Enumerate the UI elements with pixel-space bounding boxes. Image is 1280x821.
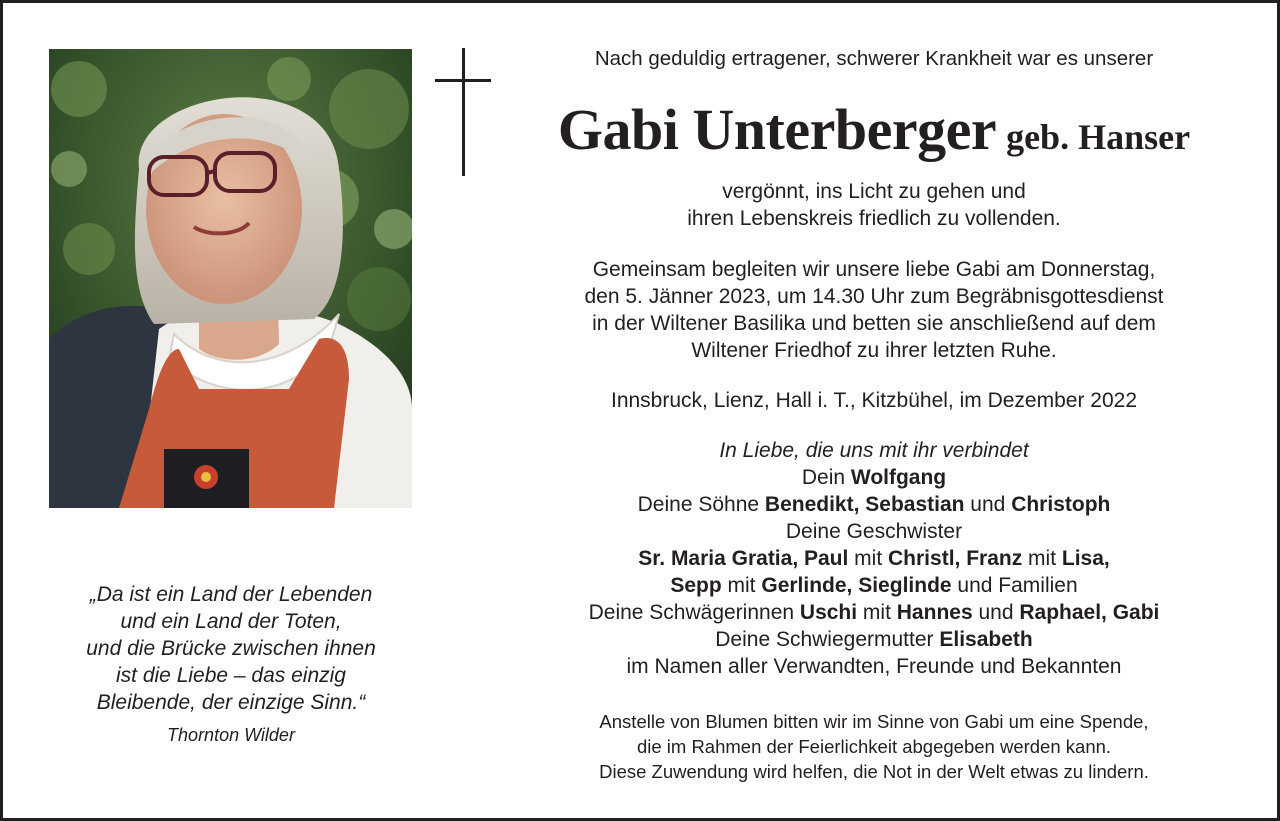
text-line: Anstelle von Blumen bitten wir im Sinne von Gabi um eine Spende, <box>599 711 1149 732</box>
text-line: Diese Zuwendung wird helfen, die Not in der Welt etwas zu lindern. <box>599 761 1149 782</box>
place-date: Innsbruck, Lienz, Hall i. T., Kitzbühel, im Dezember 2022 <box>610 389 1138 412</box>
mourner-line: Sepp mit Gerlinde, Sieglinde und Familien <box>670 574 1078 597</box>
quote-line: Bleibende, der einzige Sinn.“ <box>96 691 366 714</box>
name-birth: geb. Hanser <box>1006 117 1191 157</box>
text-line: den 5. Jänner 2023, um 14.30 Uhr zum Begräbnisgottesdienst <box>584 285 1164 308</box>
quote <box>33 581 429 716</box>
mourner-line: im Namen aller Verwandten, Freunde und Bekannten <box>626 655 1122 678</box>
quote-line: und die Brücke zwischen ihnen <box>86 637 376 660</box>
mourner-line: Deine Geschwister <box>785 520 963 543</box>
text-line: vergönnt, ins Licht zu gehen und <box>722 180 1026 203</box>
mourners-intro: In Liebe, die uns mit ihr verbindet <box>719 439 1029 462</box>
text-line: die im Rahmen der Feierlichkeit abgegeben werden kann. <box>636 736 1112 757</box>
mourner-line: Deine Schwägerinnen Uschi mit Hannes und Raphael, Gabi <box>588 601 1160 624</box>
mourner-line: Deine Söhne Benedikt, Sebastian und Christoph <box>637 493 1111 516</box>
cross-icon <box>435 48 493 178</box>
mourner-line: Deine Schwiegermutter Elisabeth <box>715 628 1033 651</box>
donation-note <box>503 709 1245 784</box>
text-line: in der Wiltener Basilika und betten sie anschließend auf dem <box>592 312 1156 335</box>
mourners-list <box>503 437 1245 680</box>
deceased-name <box>503 95 1245 180</box>
passing-text <box>503 178 1245 232</box>
portrait-photo <box>49 49 412 508</box>
intro-text: Nach geduldig ertragener, schwerer Krankheit war es unserer <box>594 47 1154 70</box>
mourner-line: Sr. Maria Gratia, Paul mit Christl, Franz mit Lisa, <box>638 547 1110 570</box>
text-line: Gemeinsam begleiten wir unsere liebe Gabi am Donnerstag, <box>592 258 1156 281</box>
quote-line: und ein Land der Toten, <box>120 610 342 633</box>
quote-author: Thornton Wilder <box>167 725 295 745</box>
funeral-details <box>503 256 1245 364</box>
text-line: Wiltener Friedhof zu ihrer letzten Ruhe. <box>691 339 1057 362</box>
quote-line: „Da ist ein Land der Lebenden <box>89 583 373 606</box>
name-main: Gabi Unterberger <box>557 97 997 162</box>
quote-line: ist die Liebe – das einzig <box>116 664 346 687</box>
mourner-line: Dein Wolfgang <box>801 466 947 489</box>
text-line: ihren Lebenskreis friedlich zu vollenden. <box>687 207 1061 230</box>
